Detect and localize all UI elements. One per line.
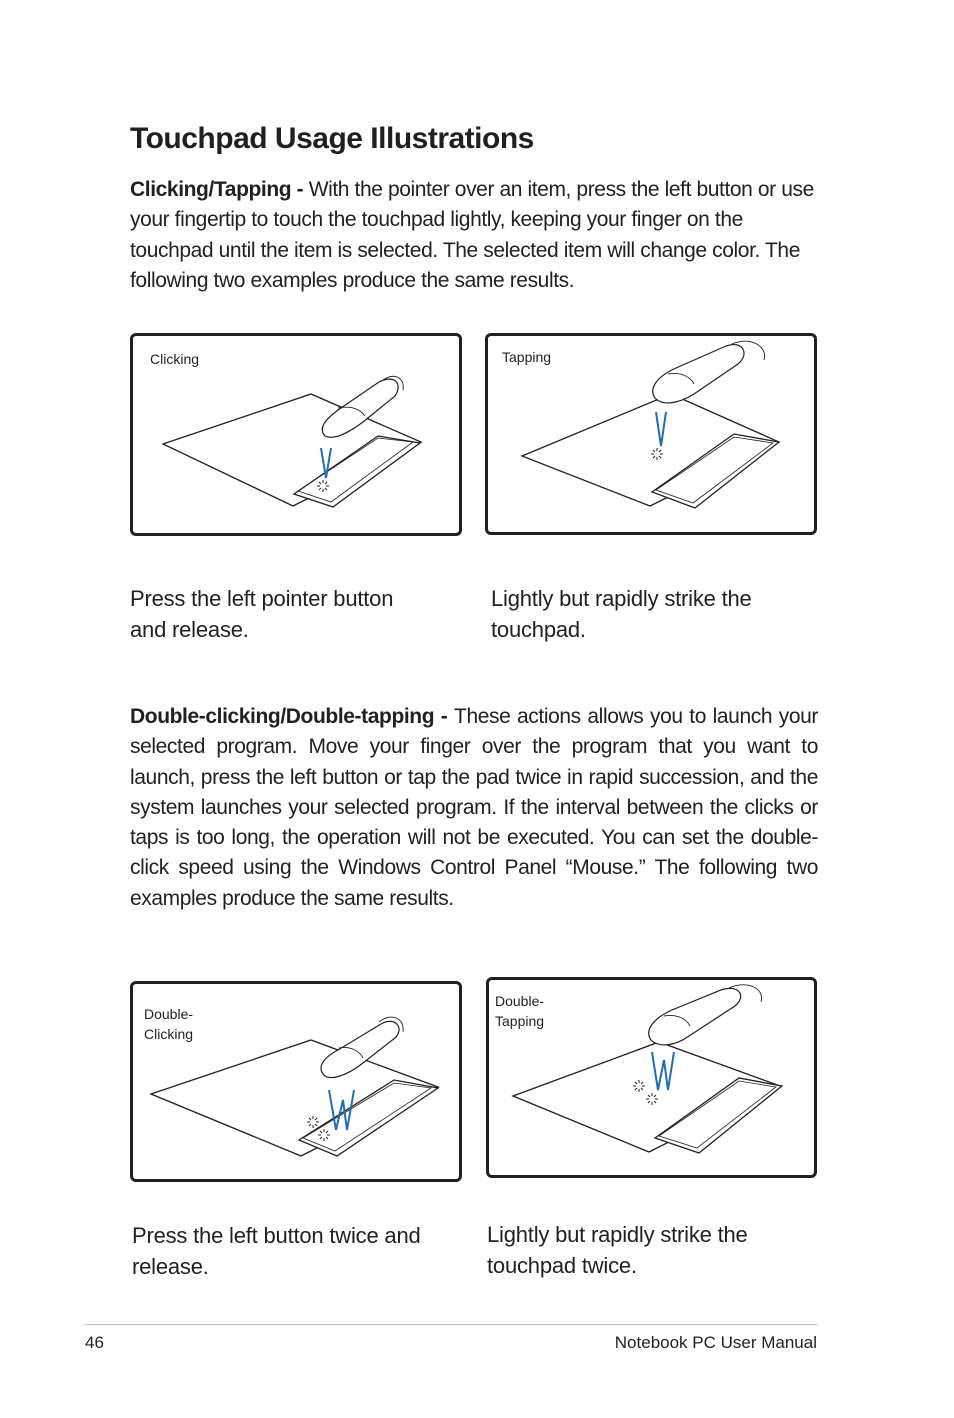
figure-double-clicking	[130, 981, 462, 1182]
page-number: 46	[85, 1333, 104, 1352]
figure-label-double-clicking-line1: Double-	[144, 1006, 194, 1022]
figure-tapping	[485, 333, 817, 535]
double-click-body: These actions allows you to launch your selected program. Move your finger over the program that you want to launch, press the left button or tap the pad twice in rapid succession, and the system launches your selected program. If the interval between the clicks or taps is too long, the operation will not be executed. You can set the double-click speed using the Windows Control Panel “Mouse.” The following two examples produce the same results.	[130, 705, 818, 910]
caption-double-clicking: Press the left button twice and release.	[132, 1223, 421, 1279]
double-click-paragraph	[130, 702, 818, 914]
figure-label-tapping: Tapping	[502, 349, 552, 365]
figure-label-double-tapping	[495, 991, 544, 1031]
page-title: Touchpad Usage Illustrations	[130, 122, 534, 155]
manual-title: Notebook PC User Manual	[614, 1333, 817, 1352]
clicking-tapping-body: With the pointer over an item, press the left button or use your fingertip to touch the touchpad lightly, keeping your finger on the touchpad until the item is selected. The selected item will change color. The following two examples produce the same results.	[130, 178, 814, 292]
caption-double-tapping: Lightly but rapidly strike the touchpad twice.	[487, 1222, 748, 1278]
figure-label-double-tapping-line2: Tapping	[495, 1013, 545, 1029]
figure-clicking	[130, 333, 462, 536]
figure-label-double-clicking	[144, 1004, 193, 1044]
figure-double-tapping	[486, 977, 817, 1178]
footer-divider	[85, 1324, 818, 1325]
clicking-tapping-lead: Clicking/Tapping -	[130, 178, 309, 201]
figure-label-double-clicking-line2: Clicking	[144, 1026, 194, 1042]
caption-tapping: Lightly but rapidly strike the touchpad.	[491, 586, 752, 642]
caption-clicking: Press the left pointer button and release.	[130, 586, 394, 642]
double-click-lead: Double-clicking/Double-tapping -	[130, 705, 455, 728]
figure-label-double-tapping-line1: Double-	[495, 993, 545, 1009]
figure-label-clicking: Clicking	[150, 351, 200, 367]
clicking-tapping-paragraph	[130, 175, 818, 296]
